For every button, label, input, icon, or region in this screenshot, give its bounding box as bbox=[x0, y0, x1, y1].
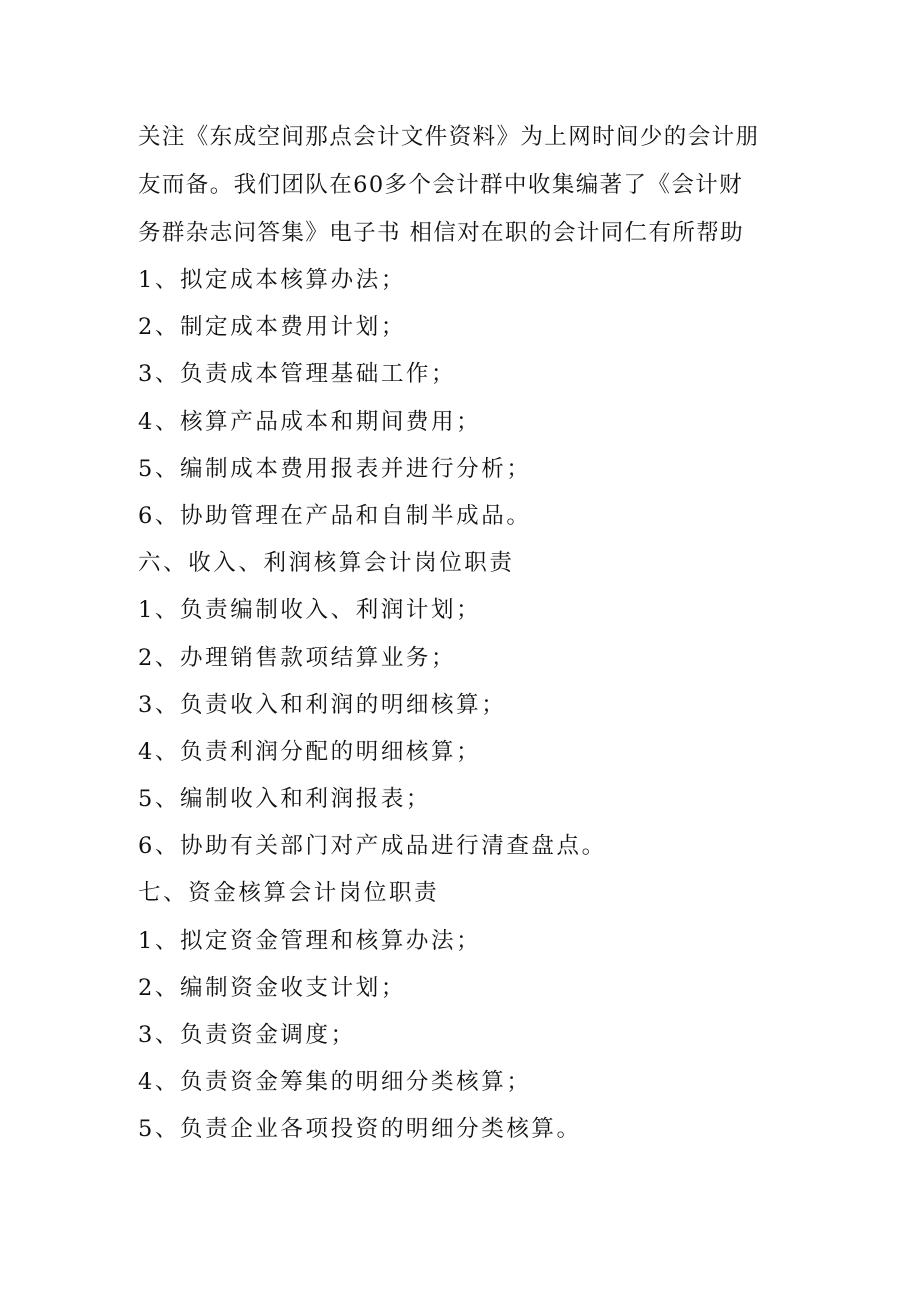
list-item: 1、拟定资金管理和核算办法； bbox=[138, 927, 482, 954]
list-item: 6、协助有关部门对产成品进行清查盘点。 bbox=[138, 833, 607, 860]
list-item: 1、拟定成本核算办法； bbox=[138, 267, 406, 293]
intro-line: 友而备。我们团队在60多个会计群中收集编著了《会计财 bbox=[138, 172, 744, 198]
list-item: 3、负责资金调度； bbox=[138, 1022, 356, 1048]
list-item: 4、核算产品成本和期间费用； bbox=[138, 408, 482, 435]
list-item: 5、编制成本费用报表并进行分析； bbox=[138, 455, 532, 482]
section-heading: 六、收入、利润核算会计岗位职责 bbox=[138, 550, 515, 577]
list-item: 4、负责利润分配的明细核算； bbox=[138, 738, 482, 765]
list-item: 6、协助管理在产品和自制半成品。 bbox=[138, 502, 532, 529]
section-heading: 七、资金核算会计岗位职责 bbox=[138, 880, 440, 907]
list-item: 3、负责成本管理基础工作； bbox=[138, 361, 457, 388]
list-item: 1、负责编制收入、利润计划； bbox=[138, 597, 482, 624]
document-body bbox=[138, 113, 788, 1154]
list-item: 5、负责企业各项投资的明细分类核算。 bbox=[138, 1116, 582, 1143]
list-item: 4、负责资金筹集的明细分类核算； bbox=[138, 1069, 532, 1096]
list-item: 2、编制资金收支计划； bbox=[138, 974, 406, 1001]
list-item: 2、办理销售款项结算业务； bbox=[138, 644, 457, 671]
list-item: 2、制定成本费用计划； bbox=[138, 314, 406, 341]
list-item: 3、负责收入和利润的明细核算； bbox=[138, 691, 507, 718]
intro-line: 务群杂志问答集》电子书 相信对在职的会计同仁有所帮助 bbox=[138, 220, 745, 246]
list-item: 5、编制收入和利润报表； bbox=[138, 786, 432, 813]
intro-paragraph bbox=[138, 113, 788, 257]
intro-line: 关注《东成空间那点会计文件资料》为上网时间少的会计朋 bbox=[138, 124, 760, 150]
duty-list bbox=[138, 257, 788, 1154]
